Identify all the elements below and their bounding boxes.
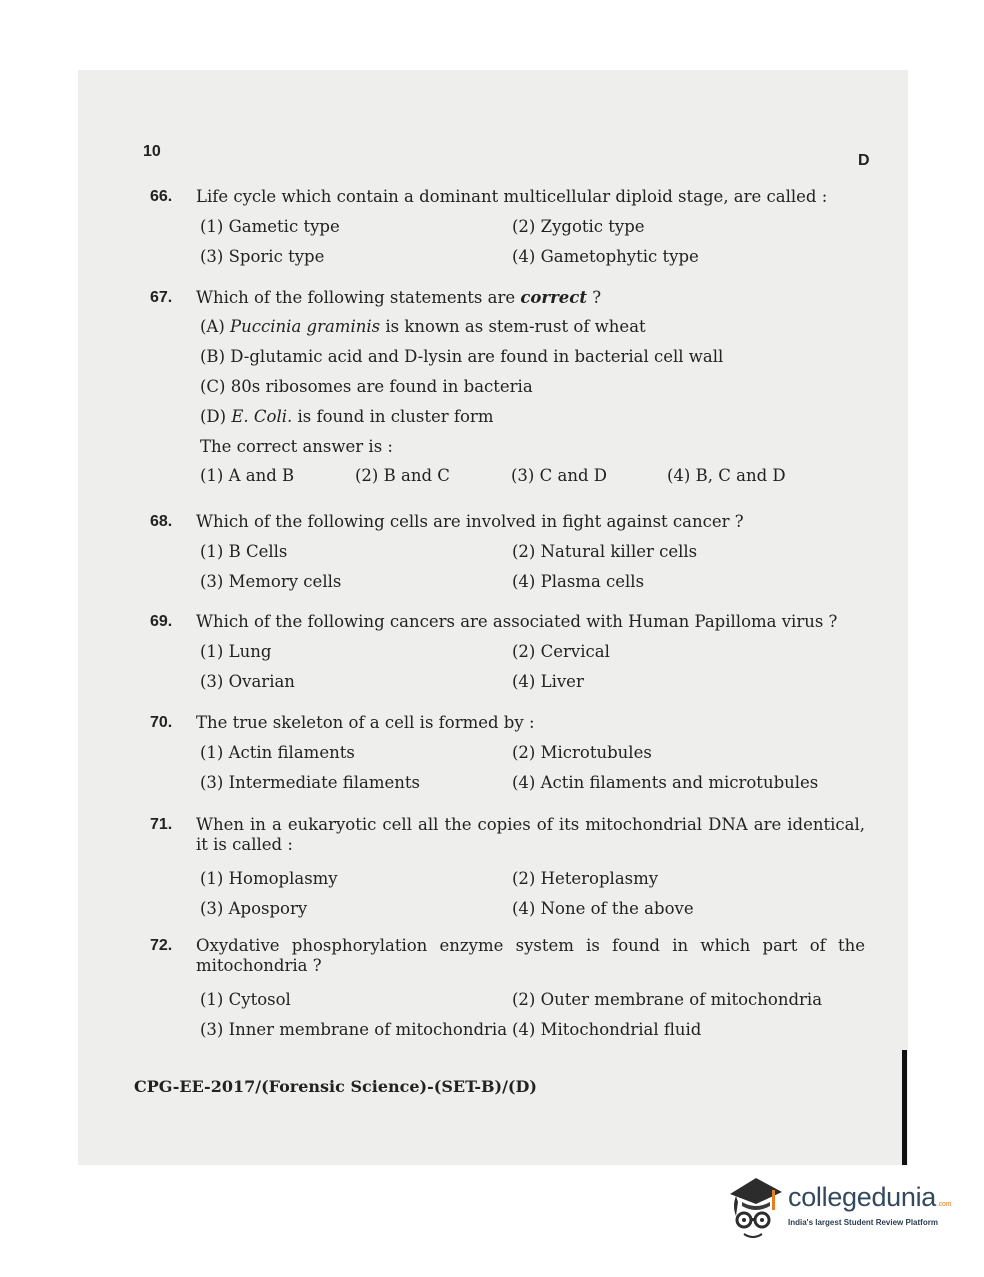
question-text: Which of the following cancers are associated with Human Papilloma virus ? [196, 612, 838, 631]
option-1: (1) Actin filaments [200, 743, 355, 762]
question-text: When in a eukaryotic cell all the copies of its mitochondrial DNA are identical, it is called : [196, 815, 865, 854]
options [200, 542, 865, 592]
option-2: (2) Zygotic type [512, 217, 645, 236]
option-3: (3) Intermediate filaments [200, 773, 421, 792]
options [200, 642, 865, 692]
option-4: (4) Gametophytic type [512, 247, 699, 266]
option-3: (3) Sporic type [200, 247, 325, 266]
option-1: (1) Cytosol [200, 990, 291, 1009]
option-2: (2) B and C [355, 466, 450, 485]
question-67 [150, 288, 865, 486]
option-4: (4) Actin filaments and microtubules [512, 773, 819, 792]
statement-b: (B) D-glutamic acid and D-lysin are found in bacterial cell wall [200, 347, 724, 366]
option-1: (1) B Cells [200, 542, 288, 561]
statement-d: (D) E. Coli. is found in cluster form [200, 407, 494, 426]
question-text: Which of the following cells are involved in fight against cancer ? [196, 512, 744, 531]
option-1: (1) A and B [200, 466, 295, 485]
brand-tagline: India's largest Student Review Platform [788, 1218, 938, 1227]
question-number: 68. [150, 513, 173, 530]
exam-code: CPG-EE-2017/(Forensic Science)-(SET-B)/(D) [134, 1077, 537, 1096]
brand-domain: .com [937, 1201, 952, 1208]
brand-name: collegedunia.com [788, 1182, 952, 1212]
statement-a: (A) Puccinia graminis is known as stem-rust of wheat [200, 317, 646, 336]
option-3: (3) Ovarian [200, 672, 295, 691]
question-text: Which of the following statements are correct ? [196, 288, 602, 307]
option-4: (4) None of the above [512, 899, 694, 918]
answer-prompt: The correct answer is : [200, 437, 393, 456]
question-71 [150, 815, 865, 919]
emphasis-correct: correct [520, 288, 587, 307]
question-70 [150, 713, 865, 793]
collegedunia-watermark [722, 1172, 954, 1244]
question-68 [150, 512, 865, 592]
option-2: (2) Cervical [512, 642, 610, 661]
question-72 [150, 936, 865, 1040]
question-number: 69. [150, 613, 173, 630]
options [200, 990, 865, 1040]
option-1: (1) Gametic type [200, 217, 340, 236]
scan-edge-mark [902, 1050, 907, 1165]
option-2: (2) Natural killer cells [512, 542, 698, 561]
option-3: (3) Inner membrane of mitochondria [200, 1020, 508, 1039]
question-text: Oxydative phosphorylation enzyme system is found in which part of the mitochondria ? [196, 936, 865, 975]
options [200, 217, 865, 267]
option-2: (2) Outer membrane of mitochondria [512, 990, 823, 1009]
mascot-icon [722, 1172, 786, 1244]
question-number: 72. [150, 937, 173, 954]
option-3: (3) Apospory [200, 899, 308, 918]
page-number: 10 [143, 143, 161, 160]
option-4: (4) B, C and D [667, 466, 786, 485]
option-2: (2) Microtubules [512, 743, 652, 762]
options [200, 466, 865, 486]
option-3: (3) C and D [511, 466, 607, 485]
question-number: 70. [150, 714, 173, 731]
question-number: 66. [150, 188, 173, 205]
option-2: (2) Heteroplasmy [512, 869, 659, 888]
set-code: D [858, 152, 870, 169]
option-4: (4) Plasma cells [512, 572, 645, 591]
question-number: 71. [150, 816, 173, 833]
option-4: (4) Liver [512, 672, 584, 691]
option-3: (3) Memory cells [200, 572, 342, 591]
question-text: The true skeleton of a cell is formed by : [196, 713, 535, 732]
statements [200, 316, 865, 466]
question-text: Life cycle which contain a dominant multicellular diploid stage, are called : [196, 187, 828, 206]
question-66 [150, 187, 865, 267]
options [200, 869, 865, 919]
options [200, 743, 865, 793]
option-1: (1) Lung [200, 642, 272, 661]
statement-c: (C) 80s ribosomes are found in bacteria [200, 377, 533, 396]
option-4: (4) Mitochondrial fluid [512, 1020, 702, 1039]
option-1: (1) Homoplasmy [200, 869, 338, 888]
question-number: 67. [150, 289, 173, 306]
question-69 [150, 612, 865, 692]
